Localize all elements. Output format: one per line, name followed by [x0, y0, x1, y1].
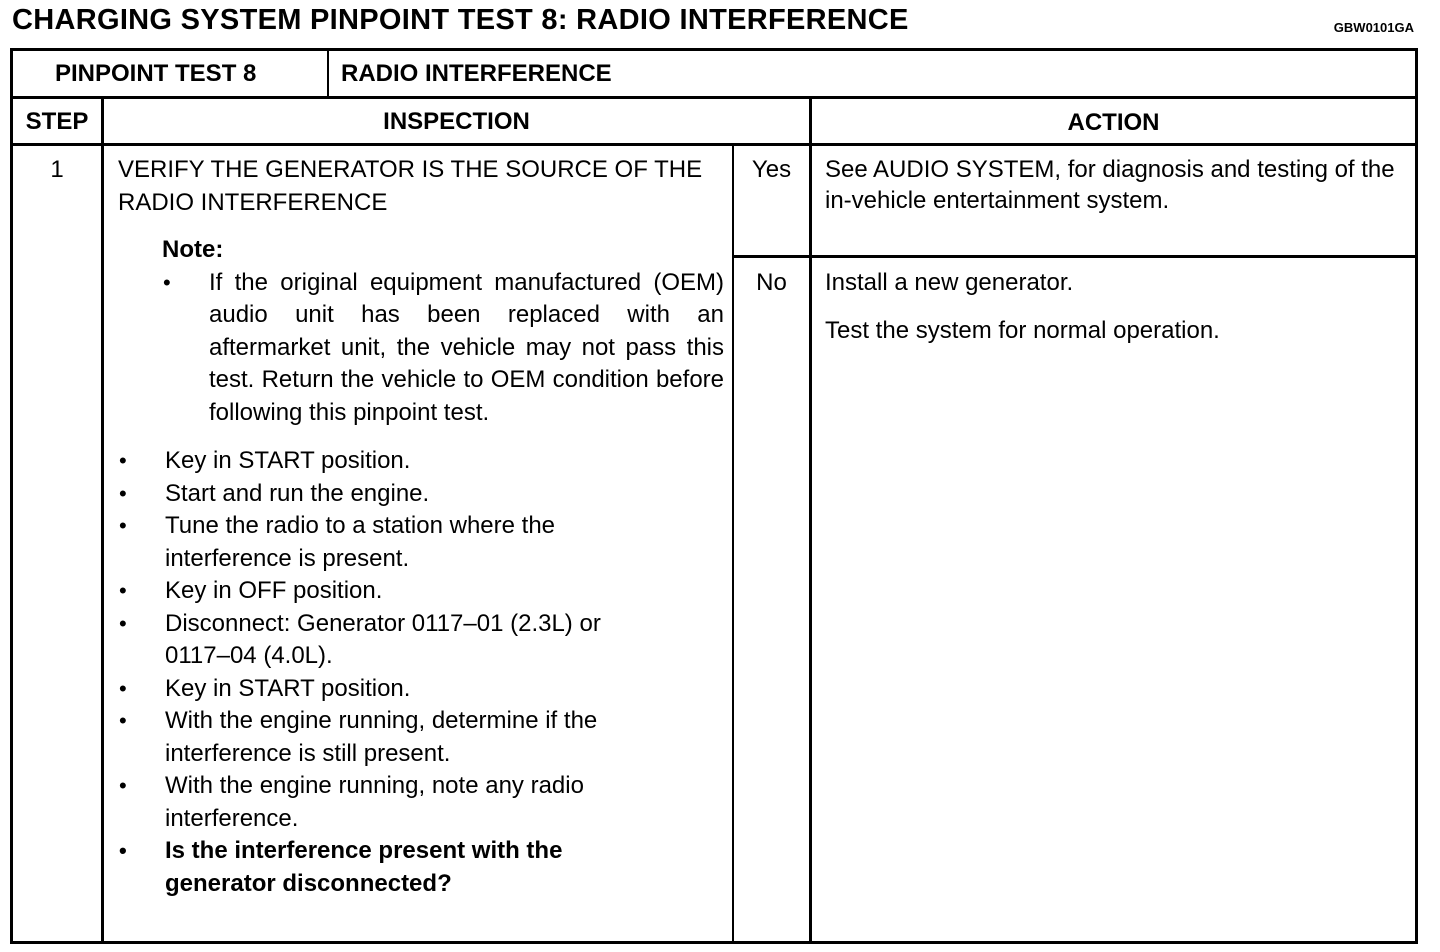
inspection-question: • Is the interference present with the generator disconnected?: [118, 835, 638, 900]
page-title: CHARGING SYSTEM PINPOINT TEST 8: RADIO INTERFERENCE: [12, 4, 909, 36]
instruction-item: • With the engine running, determine if the interference is still present.: [118, 705, 638, 770]
instruction-item: • Start and run the engine.: [118, 478, 638, 511]
instruction-item: • Tune the radio to a station where the interference is present.: [118, 510, 638, 575]
step-column-divider: [101, 97, 104, 941]
instruction-item: • Key in START position.: [118, 445, 638, 478]
inspection-column-header: INSPECTION: [383, 108, 530, 135]
instruction-item: • Key in START position.: [118, 673, 638, 706]
document-code: GBW0101GA: [1333, 20, 1414, 35]
no-action-install: Install a new generator.: [825, 269, 1074, 296]
pinpoint-test-table: [10, 48, 1418, 944]
test-label-divider: [327, 51, 329, 97]
yes-action: See AUDIO SYSTEM, for diagnosis and testing of the in-vehicle entertainment system.: [825, 156, 1395, 214]
step-number: 1: [50, 156, 64, 183]
inspection-cell: [118, 154, 724, 900]
action-column-header: ACTION: [1067, 109, 1160, 136]
no-label: No: [756, 269, 787, 296]
inspection-column-divider: [732, 146, 734, 941]
instruction-item: • With the engine running, note any radio interference.: [118, 770, 638, 835]
instruction-item: • Disconnect: Generator 0117–01 (2.3L) or 0117–04 (4.0L).: [118, 608, 638, 673]
action-column-divider: [809, 97, 812, 941]
pinpoint-test-name: RADIO INTERFERENCE: [341, 60, 612, 87]
yes-label: Yes: [751, 156, 792, 183]
pinpoint-test-label: PINPOINT TEST 8: [55, 60, 257, 87]
yes-no-divider: [733, 255, 1415, 258]
no-action-test: Test the system for normal operation.: [825, 317, 1220, 344]
instruction-item: • Key in OFF position.: [118, 575, 638, 608]
instruction-list: [118, 445, 638, 900]
step-column-header: STEP: [25, 108, 89, 135]
title-row-divider: [13, 96, 1415, 99]
header-row-divider: [13, 143, 1415, 146]
note-label: Note:: [162, 236, 224, 263]
note-item: • If the original equipment manufactured (OEM) audio unit has been replaced with an aftermarket unit, the vehicle may not pass this test. Return the vehicle to OEM condition before following this pinpoint test.: [162, 267, 724, 430]
step-heading: VERIFY THE GENERATOR IS THE SOURCE OF THE RADIO INTERFERENCE: [118, 156, 703, 216]
note-list: [162, 267, 724, 430]
